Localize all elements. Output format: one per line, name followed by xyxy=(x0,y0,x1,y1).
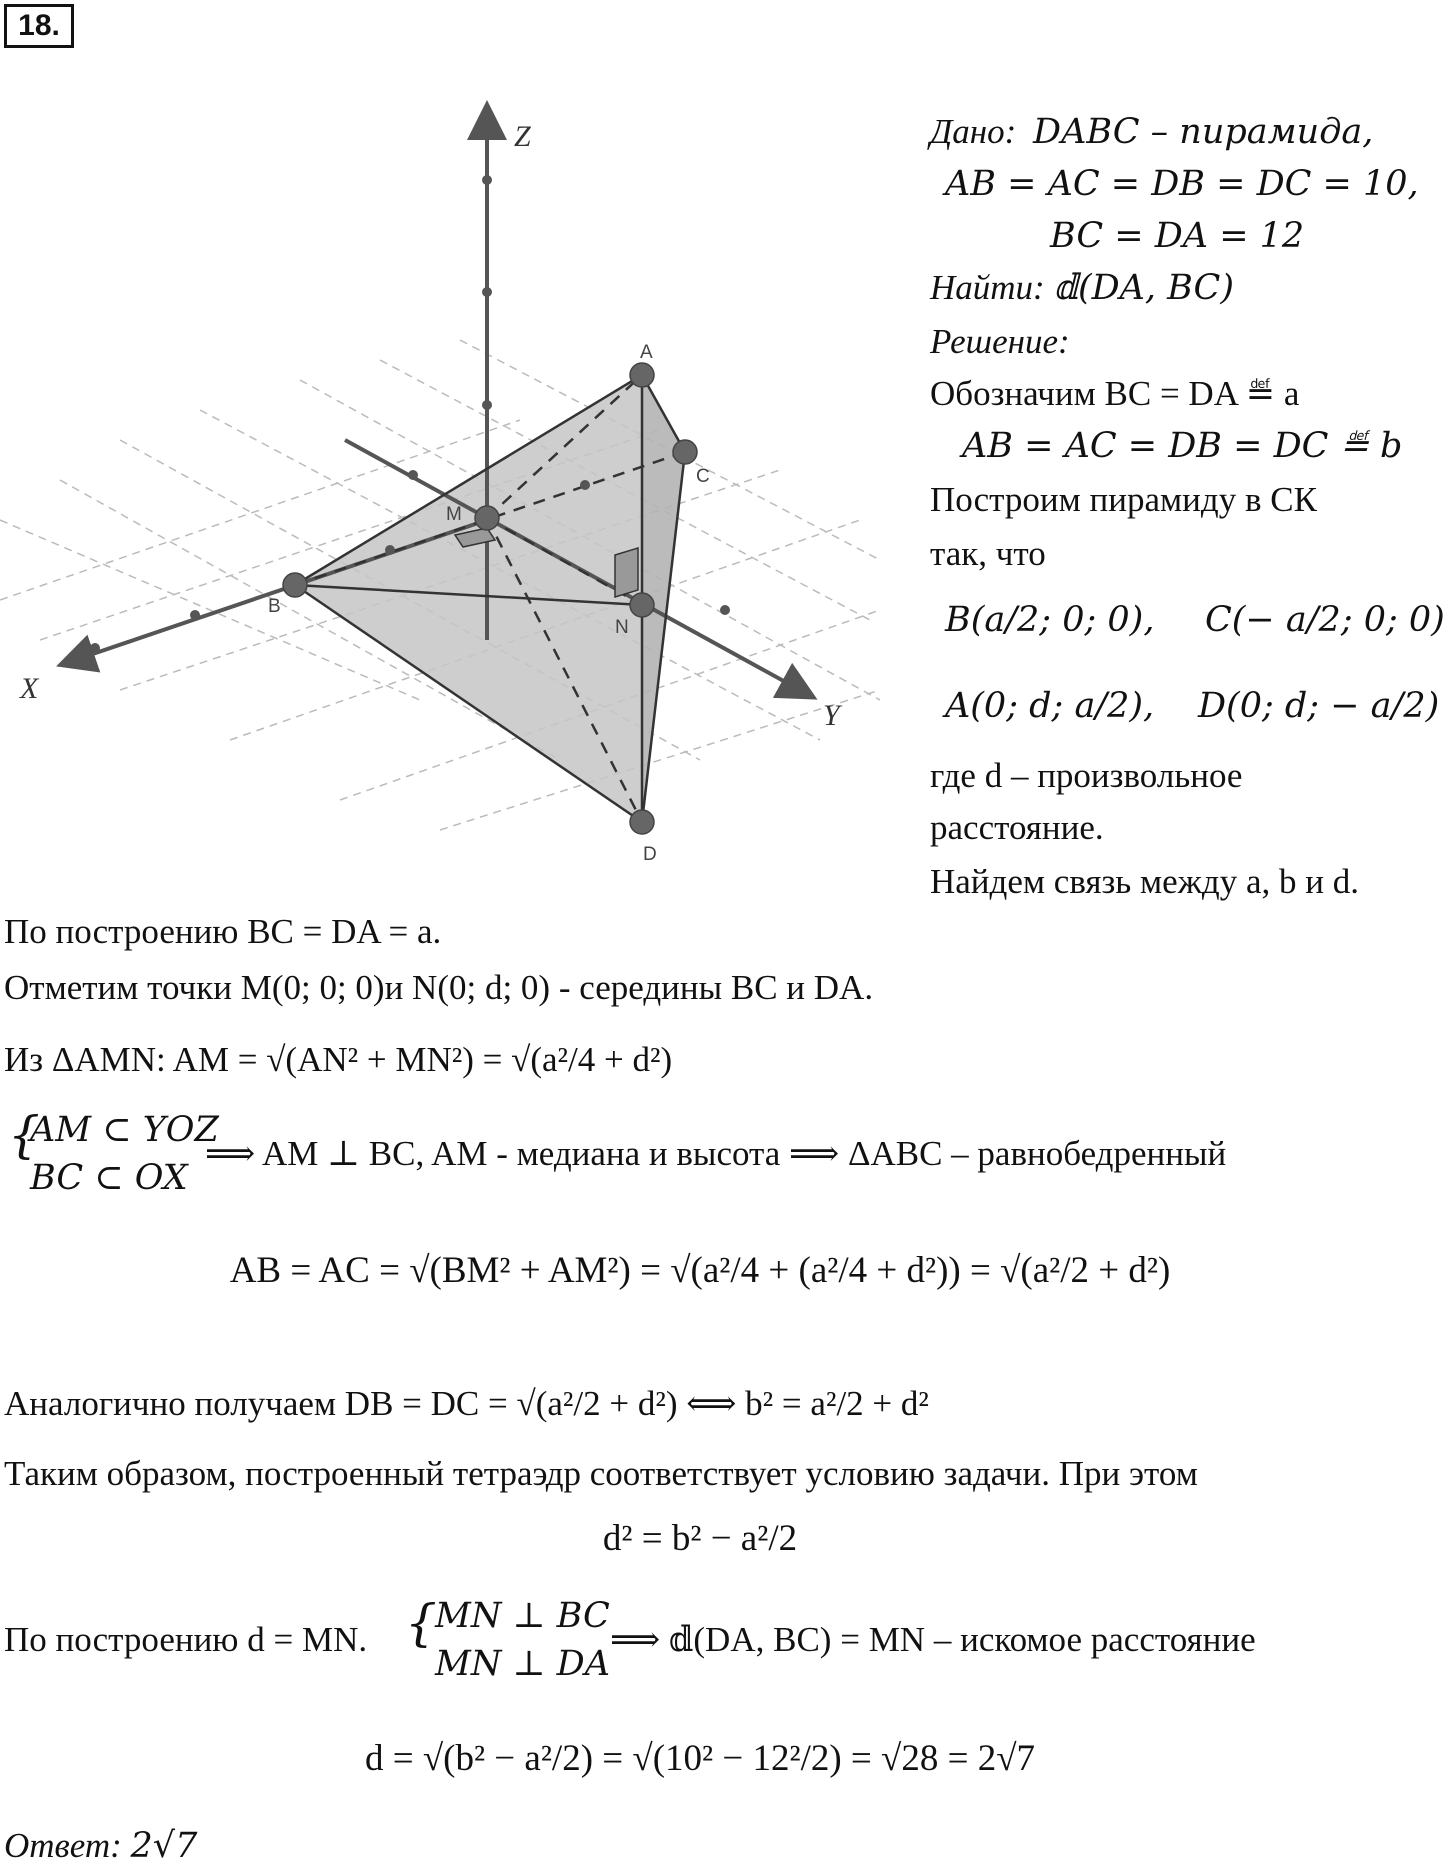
label-n: N xyxy=(615,617,629,638)
body-text-6: AB = AC = √(BM² + AM²) = √(a²/4 + (a²/4 + d²)) = √(a²/2 + d²) xyxy=(229,1250,1171,1291)
solution-label: Решение: xyxy=(930,322,1070,361)
axis-label-z: Z xyxy=(514,120,531,153)
body-text-8: Таким образом, построенный тетраэдр соответствует условию задачи. При этом xyxy=(4,1454,1198,1493)
body-text-9: d² = b² − a²/2 xyxy=(602,1518,798,1559)
given-label: Дано: xyxy=(930,112,1017,151)
body-text-10: По построению d = MN. xyxy=(4,1620,368,1659)
axis-label-y: Y xyxy=(823,699,840,732)
body-text-14: d = √(b² − a²/2) = √(10² − 12²/2) = √28 = 2√7 xyxy=(364,1738,1036,1779)
side-text-0: Обозначим BC = DA ≝ a xyxy=(930,374,1300,413)
side-text-6: A(0; d; a/2), xyxy=(945,686,1155,726)
label-b: B xyxy=(268,596,281,617)
vertex-d xyxy=(630,810,654,834)
side-text-5: C(− a/2; 0; 0) xyxy=(1205,600,1445,640)
body-text-0: По построению BC = DA = a. xyxy=(4,912,442,951)
body-text-4: BC ⊂ OX xyxy=(30,1158,188,1198)
label-d: D xyxy=(643,844,657,865)
given-line-1 xyxy=(930,112,1373,152)
find-line xyxy=(930,268,1234,308)
label-a: A xyxy=(640,342,653,363)
vertex-a xyxy=(630,363,654,387)
label-m: M xyxy=(446,504,462,525)
axis-label-x: X xyxy=(20,672,39,705)
answer-value: 2√7 xyxy=(130,1826,198,1866)
point-m xyxy=(475,506,499,530)
answer-label: Ответ: xyxy=(4,1826,122,1865)
problem-number: 18. xyxy=(4,4,74,48)
given-line-2: AB = AC = DB = DC = 10, xyxy=(945,164,1419,204)
body-text-1: Отметим точки M(0; 0; 0)и N(0; d; 0) - середины BC и DA. xyxy=(4,968,874,1007)
side-text-2: Построим пирамиду в СК xyxy=(930,480,1317,519)
body-text-3: AM ⊂ YOZ xyxy=(30,1110,219,1150)
side-text-7: D(0; d; − a/2) xyxy=(1198,686,1440,726)
vertex-c xyxy=(673,440,697,464)
body-text-13: ⟹ 𝕕(DA, BC) = MN – искомое расстояние xyxy=(610,1620,1256,1659)
point-n xyxy=(630,593,654,617)
body-text-2: Из ΔAMN: AM = √(AN² + MN²) = √(a²/4 + d²) xyxy=(4,1040,673,1079)
side-text-4: B(a/2; 0; 0), xyxy=(945,600,1155,640)
find-label: Найти: xyxy=(930,268,1045,307)
pyramid-figure xyxy=(0,80,900,870)
body-text-5: ⟹ AM ⊥ BC, AM - медиана и высота ⟹ ΔABC – равнобедренный xyxy=(205,1134,1227,1173)
vertex-b xyxy=(283,573,307,597)
label-c: C xyxy=(696,466,710,487)
body-text-11: MN ⊥ BC xyxy=(435,1596,610,1636)
side-text-1: AB = AC = DB = DC ≝ b xyxy=(962,426,1403,466)
side-text-9: расстояние. xyxy=(930,808,1104,847)
given-pyramid: DABC – пирамида, xyxy=(1033,112,1374,152)
body-text-12: MN ⊥ DA xyxy=(435,1644,610,1684)
side-text-3: так, что xyxy=(930,534,1046,573)
body-text-7: Аналогично получаем DB = DC = √(a²/2 + d²) ⟺ b² = a²/2 + d² xyxy=(4,1384,929,1423)
side-text-10: Найдем связь между a, b и d. xyxy=(930,862,1359,901)
answer-line xyxy=(4,1826,197,1866)
find-expr: 𝕕(DA, BC) xyxy=(1053,268,1234,308)
given-line-3: BC = DA = 12 xyxy=(1050,216,1305,256)
system-brace-1: { xyxy=(8,1106,40,1164)
side-text-8: где d – произвольное xyxy=(930,756,1243,795)
system-brace-2: { xyxy=(405,1594,437,1652)
